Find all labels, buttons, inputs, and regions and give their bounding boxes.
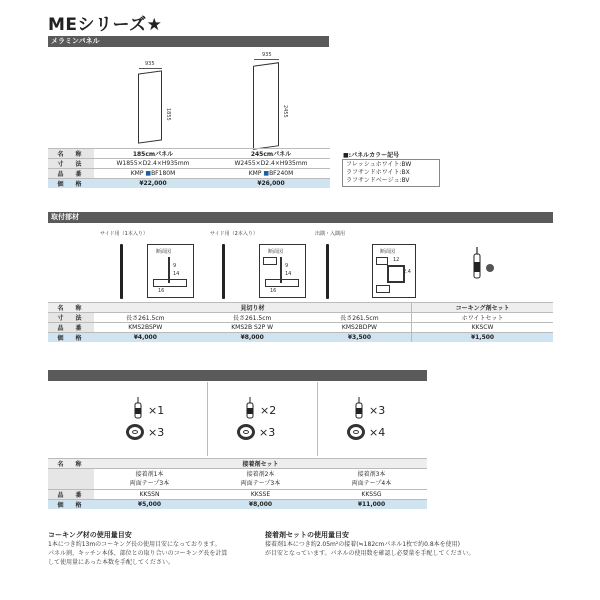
set-desc: 両面テープ3本 — [240, 480, 281, 487]
trim-code: KMS2BDPW — [308, 323, 412, 333]
adhesive-tube-icon — [353, 397, 365, 419]
row-label-size: 寸 法 — [48, 313, 94, 323]
detail-dim: 2.4 — [403, 269, 411, 275]
row-label-size: 寸 法 — [48, 159, 94, 169]
row-label-name: 名 称 — [48, 459, 94, 469]
adhesive-tube-icon — [244, 397, 256, 419]
panel-b-price: ¥26,000 — [212, 179, 330, 189]
color-marker-icon: ■ — [263, 170, 270, 177]
caulk-set-name: コーキング剤セット — [412, 303, 553, 313]
panel-a-size: W1855×D2.4×H935mm — [94, 159, 212, 169]
tape-roll-icon — [126, 424, 144, 440]
color-legend-item: ラフサンドホワイト:BX — [346, 169, 410, 176]
note-line: して使用量にあった本数を手配してください。 — [48, 559, 174, 566]
detail-shape — [265, 279, 299, 287]
trim-code: KMS2BSPW — [94, 323, 197, 333]
panel-b-code-prefix: KMP — [248, 170, 262, 177]
panel-a-code-prefix: KMP — [130, 170, 144, 177]
note-line: が目安となっています。パネルの使用数を確認し必要量を手配してください。 — [265, 550, 475, 557]
adhesive-usage-note — [265, 540, 555, 558]
caulk-size: ホワイトセット — [412, 313, 553, 323]
panel-b-code — [212, 169, 330, 179]
detail-dim: 14 — [285, 271, 292, 277]
table-row — [48, 303, 553, 313]
fitting-caption-1: サイド用（1本入り） — [100, 231, 148, 237]
row-label-code: 品 番 — [48, 169, 94, 179]
detail-shape — [376, 285, 390, 293]
detail-dim: 16 — [158, 288, 165, 294]
trim-group-name: 見切り材 — [94, 303, 412, 313]
table-row — [48, 459, 427, 469]
corner-trim-rod — [326, 244, 329, 299]
adhesive-set-name: 接着剤セット — [94, 459, 427, 469]
panel-b-width-line — [254, 59, 279, 60]
section-bar-fittings: 取付部材 — [48, 212, 553, 223]
detail-shape — [263, 257, 277, 265]
detail-dim: 14 — [173, 271, 180, 277]
row-label-code: 品 番 — [48, 490, 94, 500]
detail-dim: 9 — [173, 263, 177, 269]
set-code: KKSSE — [205, 490, 316, 500]
set-desc: 接着剤1本 — [135, 471, 164, 478]
panel-b-width-dim: 935 — [262, 52, 272, 58]
cross-section-detail-1 — [147, 244, 194, 298]
trim-size: 長さ261.5cm — [197, 313, 308, 323]
tube-multiplier: ×1 — [148, 404, 165, 417]
adhesive-spec-table — [48, 458, 427, 509]
table-row — [48, 333, 553, 343]
detail-dim: 12 — [393, 257, 400, 263]
panel-a-code — [94, 169, 212, 179]
tube-multiplier: ×3 — [369, 404, 386, 417]
table-row — [48, 159, 330, 169]
panel-b-code-value: BF240M — [269, 170, 294, 177]
caulk-price: ¥1,500 — [412, 333, 553, 343]
side-trim-rod-1 — [120, 244, 123, 299]
set-code: KKSSG — [316, 490, 427, 500]
tube-multiplier: ×2 — [260, 404, 277, 417]
row-label-price: 価 格 — [48, 500, 94, 510]
caulk-usage-note — [48, 540, 263, 567]
detail-label: 断面図 — [380, 249, 396, 255]
row-label-price: 価 格 — [48, 333, 94, 343]
fitting-caption-3: 出隅・入隅用 — [315, 231, 346, 237]
tape-multiplier: ×3 — [148, 426, 165, 439]
column-divider — [317, 382, 318, 456]
table-row — [48, 313, 553, 323]
panel-spec-table — [48, 148, 330, 188]
color-legend-box — [342, 159, 440, 187]
tape-roll-icon — [237, 424, 255, 440]
table-row — [48, 500, 427, 510]
panel-b-height-dim: 2455 — [282, 105, 288, 118]
caulk-code: KKSCW — [412, 323, 553, 333]
table-row — [48, 323, 553, 333]
detail-dim: 9 — [285, 263, 289, 269]
color-marker-icon: ■ — [145, 170, 152, 177]
row-label-content — [48, 469, 94, 490]
table-row — [48, 169, 330, 179]
trim-price: ¥8,000 — [197, 333, 308, 343]
tape-multiplier: ×3 — [259, 426, 276, 439]
set-code: KKSSN — [94, 490, 205, 500]
section-bar-panel: メラミンパネル — [48, 36, 329, 47]
section-bar-adhesive — [48, 370, 427, 381]
set-price: ¥5,000 — [94, 500, 205, 510]
caulk-usage-heading: コーキング材の使用量目安 — [48, 531, 132, 539]
panel-a-drawing — [138, 70, 162, 143]
panel-a-code-value: BF180M — [151, 170, 176, 177]
table-row — [48, 490, 427, 500]
page-title: MEシリーズ★ — [48, 15, 163, 35]
detail-dim: 16 — [270, 288, 277, 294]
detail-label: 断面図 — [268, 249, 284, 255]
row-label-name: 名 称 — [48, 303, 94, 313]
detail-label: 断面図 — [156, 249, 172, 255]
note-line: 接着剤1本につき約2.05m²の接着(≒182cmパネル1枚で約0.8本を使用) — [265, 541, 460, 548]
set-desc: 接着剤3本 — [357, 471, 386, 478]
row-label-code: 品 番 — [48, 323, 94, 333]
note-line: パネル割、キッチン本体、部位との取り合いのコーキング長を計算 — [48, 550, 228, 557]
panel-b-drawing — [253, 62, 279, 150]
tape-roll-icon — [347, 424, 365, 440]
detail-shape — [153, 279, 187, 287]
table-row — [48, 469, 427, 490]
color-legend-item: フレッシュホワイト:BW — [346, 161, 412, 168]
panel-a-name: 185cmパネル — [94, 149, 212, 159]
set-price: ¥11,000 — [316, 500, 427, 510]
tape-multiplier: ×4 — [369, 426, 386, 439]
set-desc: 接着剤2本 — [246, 471, 275, 478]
adhesive-tube-icon — [132, 397, 144, 419]
column-divider — [207, 382, 208, 456]
set-price: ¥8,000 — [205, 500, 316, 510]
panel-b-name: 245cmパネル — [212, 149, 330, 159]
trim-price: ¥4,000 — [94, 333, 197, 343]
side-trim-rod-2 — [222, 244, 225, 299]
table-row — [48, 179, 330, 189]
panel-b-size: W2455×D2.4×H935mm — [212, 159, 330, 169]
color-legend-item: ラフサンドベージュ:BV — [346, 177, 410, 184]
panel-a-height-dim: 1855 — [165, 108, 171, 121]
color-legend-heading: ■:パネルカラー記号 — [343, 152, 400, 159]
note-line: 1本につき約13mのコーキング長の使用目安になっております。 — [48, 541, 221, 548]
set-desc: 両面テープ3本 — [129, 480, 170, 487]
adhesive-usage-heading: 接着剤セットの使用量目安 — [265, 531, 349, 539]
trim-code: KMS2B S2P W — [197, 323, 308, 333]
panel-a-price: ¥22,000 — [94, 179, 212, 189]
caulk-tube-icon — [468, 246, 498, 282]
row-label-name: 名 称 — [48, 149, 94, 159]
row-label-price: 価 格 — [48, 179, 94, 189]
set-desc: 両面テープ4本 — [351, 480, 392, 487]
panel-a-width-dim: 935 — [145, 61, 155, 67]
fitting-caption-2: サイド用（2本入り） — [210, 231, 258, 237]
trim-size: 長さ261.5cm — [94, 313, 197, 323]
trim-price: ¥3,500 — [308, 333, 412, 343]
table-row — [48, 149, 330, 159]
cross-section-detail-3 — [372, 244, 416, 298]
fittings-spec-table — [48, 302, 553, 342]
panel-a-width-line — [139, 68, 162, 69]
trim-size: 長さ261.5cm — [308, 313, 412, 323]
detail-shape — [376, 257, 388, 265]
cross-section-detail-2 — [259, 244, 306, 298]
